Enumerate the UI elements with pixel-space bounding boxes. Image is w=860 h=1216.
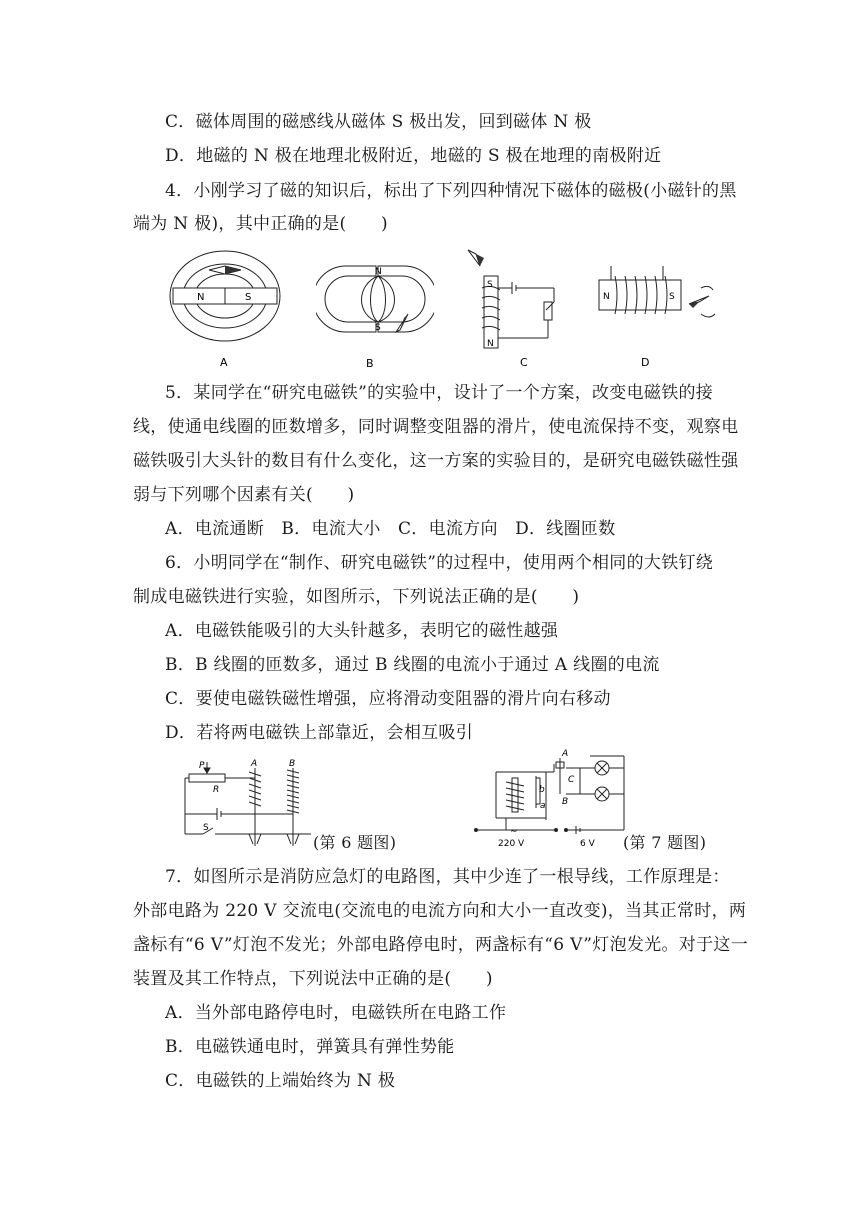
q6-circuit-figure — [183, 758, 313, 850]
q5-stem-line3: 磁铁吸引大头针的数目有什么变化，这一方案的实验目的，是研究电磁铁磁性强 — [133, 451, 739, 471]
q5-stem-line4: 弱与下列哪个因素有关( ) — [133, 485, 355, 505]
q4b-pole-n: N — [375, 267, 382, 277]
q7-option-c: C．电磁铁的上端始终为 N 极 — [165, 1071, 396, 1091]
q6-label-r: R — [213, 785, 220, 795]
q6-option-b: B．B 线圈的匝数多，通过 B 线圈的电流小于通过 A 线圈的电流 — [165, 655, 660, 675]
q4d-pole-n: N — [603, 292, 610, 302]
q4c-pole-s: S — [487, 280, 493, 290]
q4a-pole-s: S — [245, 292, 252, 303]
q7-stem-line2: 外部电路为 220 V 交流电(交流电的电流方向和大小一直改变)，当其正常时，两 — [133, 901, 747, 921]
q6-label-s: S — [203, 823, 209, 833]
q6-stem-line1: 6．小明同学在“制作、研究电磁铁”的过程中，使用两个相同的大铁钉绕 — [165, 553, 714, 573]
q7-label-b: B — [562, 797, 569, 807]
q7-label-c: C — [568, 775, 575, 785]
q4-label-a: A — [220, 356, 228, 369]
q5-options: A．电流通断 B．电流大小 C．电流方向 D．线圈匝数 — [165, 519, 616, 539]
q4b-pole-s: S — [375, 323, 381, 333]
q7-figure-caption: (第 7 题图) — [623, 833, 707, 852]
q7-stem-line1: 7．如图所示是消防应急灯的电路图，其中少连了一根导线，工作原理是： — [165, 867, 730, 887]
q5-stem-line2: 线，使通电线圈的匝数增多，同时调整变阻器的滑片，使电流保持不变，观察电 — [133, 417, 739, 437]
q6-option-a: A．电磁铁能吸引的大头针越多，表明它的磁性越强 — [165, 621, 559, 641]
q7-stem-line3: 盏标有“6 V”灯泡不发光；外部电路停电时，两盏标有“6 V”灯泡发光。对于这一 — [133, 935, 749, 955]
q7-label-220v: 220 V — [498, 839, 525, 849]
q7-option-a: A．当外部电路停电时，电磁铁所在电路工作 — [165, 1003, 507, 1023]
q7-label-ac: ~ — [510, 827, 518, 837]
q7-label-small-b: b — [539, 785, 545, 795]
q4-figure-a — [165, 246, 285, 371]
q7-label-6v: 6 V — [580, 839, 595, 849]
q5-stem-line1: 5．某同学在“研究电磁铁”的实验中，设计了一个方案，改变电磁铁的接 — [165, 383, 714, 403]
q4-figure-c — [462, 244, 572, 370]
q6-label-b: B — [289, 759, 296, 769]
q6-option-c: C．要使电磁铁磁性增强，应将滑动变阻器的滑片向右移动 — [165, 689, 611, 709]
q7-label-a: A — [562, 749, 569, 759]
q4-label-c: C — [520, 356, 528, 369]
q3-option-d: D．地磁的 N 极在地理北极附近，地磁的 S 极在地理的南极附近 — [165, 146, 662, 166]
q7-option-b: B．电磁铁通电时，弹簧具有弹性势能 — [165, 1037, 455, 1057]
q6-stem-line2: 制成电磁铁进行实验，如图所示，下列说法正确的是( ) — [133, 587, 580, 607]
q7-stem-line4: 装置及其工作特点，下列说法中正确的是( ) — [133, 969, 493, 989]
q4a-pole-n: N — [197, 292, 205, 303]
q7-label-small-a: a — [540, 801, 546, 811]
q4-stem-line2: 端为 N 极)，其中正确的是( ) — [133, 214, 388, 234]
q6-label-a: A — [251, 759, 258, 769]
q4d-pole-s: S — [669, 292, 675, 302]
q4-label-d: D — [641, 356, 650, 369]
q4-label-b: B — [366, 357, 374, 370]
q4-figure-d — [597, 262, 727, 372]
q6-figure-caption: (第 6 题图) — [313, 833, 397, 852]
q4-figure-b — [316, 260, 434, 372]
q6-option-d: D．若将两电磁铁上部靠近，会相互吸引 — [165, 723, 474, 743]
q4c-pole-n: N — [487, 339, 494, 349]
q4-stem-line1: 4．小刚学习了磁的知识后，标出了下列四种情况下磁体的磁极(小磁针的黑 — [165, 181, 737, 201]
q7-circuit-figure — [470, 748, 630, 850]
q6-label-p: P — [199, 761, 205, 771]
q3-option-c: C．磁体周围的磁感线从磁体 S 极出发，回到磁体 N 极 — [165, 112, 592, 132]
